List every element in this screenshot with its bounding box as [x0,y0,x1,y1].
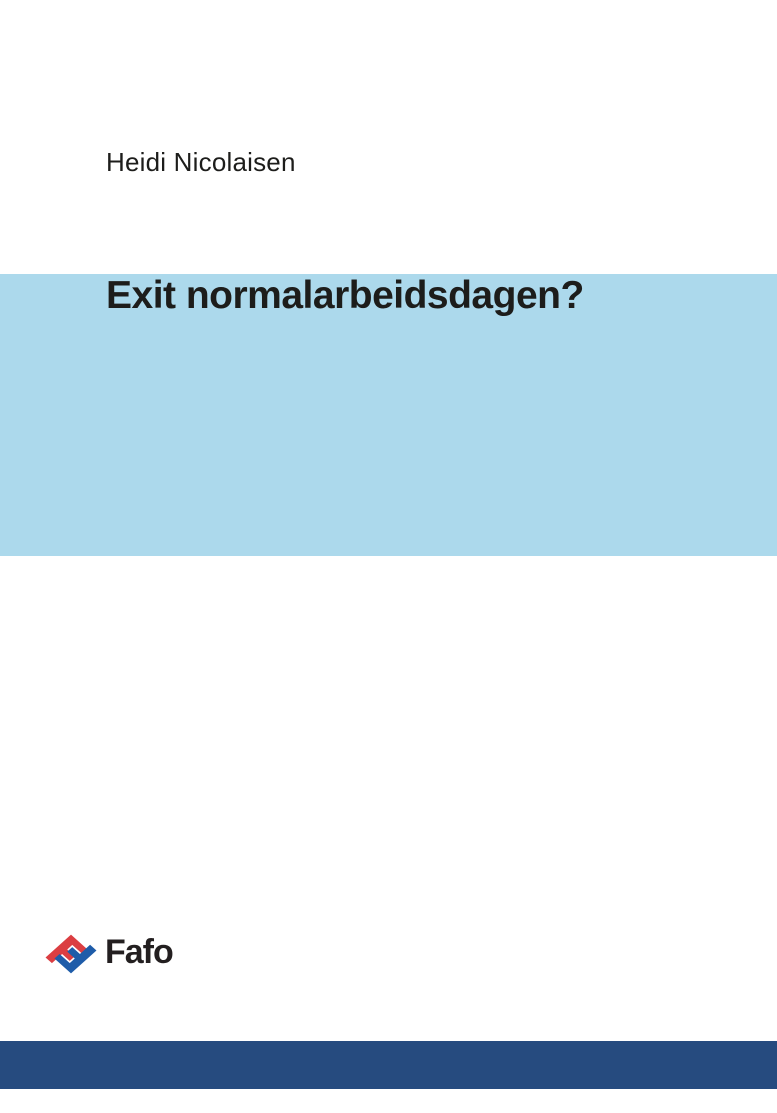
author-name: Heidi Nicolaisen [106,147,296,177]
title-band [0,274,777,556]
fafo-logo-icon [44,933,98,975]
fafo-logo [44,933,173,975]
fafo-logo-text: Fafo [105,933,173,971]
report-title: Exit normalarbeidsdagen? [106,274,584,317]
footer-band [0,1041,777,1089]
